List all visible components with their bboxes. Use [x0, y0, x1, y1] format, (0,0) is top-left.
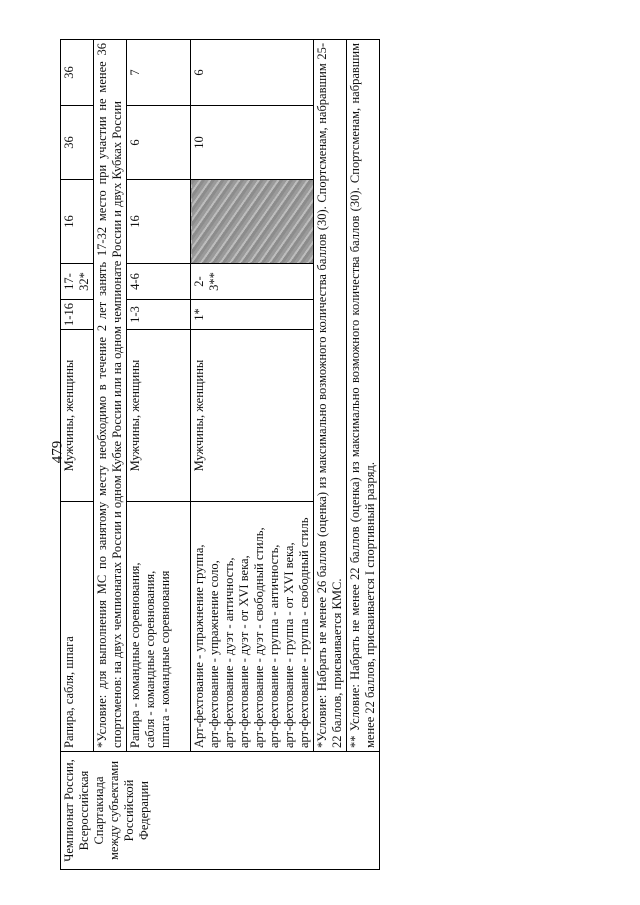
condition-note: *Условие: Набрать не менее 26 баллов (оценка) из максимально возможного количества баллов (30). Спортсменам, набравшим 25-22 баллов, присваивается КМС. — [314, 40, 347, 752]
condition-row — [314, 40, 347, 870]
value-cell: 1* — [191, 300, 314, 330]
condition-note: ** Условие: Набрать не менее 22 баллов (оценка) из максимально возможного количества баллов (30). Спортсменам, набравшим менее 22 баллов, присваивается I спортивный разряд. — [347, 40, 380, 752]
discipline-cell: Рапира, сабля, шпага — [61, 502, 94, 752]
discipline-line: сабля - командные соревнования, — [143, 570, 157, 748]
discipline-line: арт-фехтование - группа - античность, — [267, 544, 281, 748]
team-row — [127, 40, 191, 870]
discipline-cell — [191, 502, 314, 752]
page-number: 479 — [49, 440, 66, 464]
qualification-table — [60, 39, 380, 870]
value-cell: 16 — [127, 180, 191, 264]
discipline-line: арт-фехтование - группа - свободный стиль — [297, 517, 311, 748]
condition-row — [347, 40, 380, 870]
discipline-line: арт-фехтование - упражнение соло, — [207, 560, 221, 748]
condition-note: *Условие: для выполнения МС по занятому месту необходимо в течение 2 лет занять 17-32 место при участии не менее 36 спортсменов: на двух чемпионатах России и одном Кубке России или на одном чемпионате России и двух Кубках России — [94, 40, 127, 752]
value-cell: 4-6 — [127, 264, 191, 300]
discipline-line: арт-фехтование - группа - от XVI века, — [282, 542, 296, 748]
discipline-line: Арт-фехтование - упражнение группа, — [192, 544, 206, 748]
value-cell: 1-3 — [127, 300, 191, 330]
art-row — [191, 40, 314, 870]
discipline-line: арт-фехтование - дуэт - свободный стиль, — [252, 527, 266, 748]
shaded-cell — [191, 180, 314, 264]
value-cell: 36 — [61, 106, 94, 180]
condition-row — [94, 40, 127, 870]
competition-line: Чемпионат России, — [62, 759, 76, 862]
value-cell: 36 — [61, 40, 94, 106]
sex-cell: Мужчины, женщины — [191, 330, 314, 502]
discipline-line: Рапира - командные соревнования, — [128, 562, 142, 748]
value-cell: 17-32* — [61, 264, 94, 300]
competition-cell — [61, 752, 380, 870]
discipline-cell — [127, 502, 191, 752]
competition-line: Всероссийская Спартакиада — [77, 770, 106, 851]
value-cell: 2-3** — [191, 264, 314, 300]
header-row — [61, 40, 94, 870]
sex-cell: Мужчины, женщины — [127, 330, 191, 502]
value-cell: 16 — [61, 180, 94, 264]
value-cell: 6 — [127, 106, 191, 180]
discipline-line: арт-фехтование - дуэт - античность, — [222, 557, 236, 748]
value-cell: 1-16 — [61, 300, 94, 330]
competition-line: между субъектами — [107, 760, 121, 861]
rotated-table-wrapper — [60, 40, 390, 870]
discipline-line: арт-фехтование - дуэт - от XVI века, — [237, 555, 251, 748]
competition-line: Российской Федерации — [122, 779, 151, 842]
discipline-line: шпага - командные соревнования — [158, 570, 172, 748]
sex-cell: Мужчины, женщины — [61, 330, 94, 502]
value-cell: 10 — [191, 106, 314, 180]
value-cell: 6 — [191, 40, 314, 106]
value-cell: 7 — [127, 40, 191, 106]
